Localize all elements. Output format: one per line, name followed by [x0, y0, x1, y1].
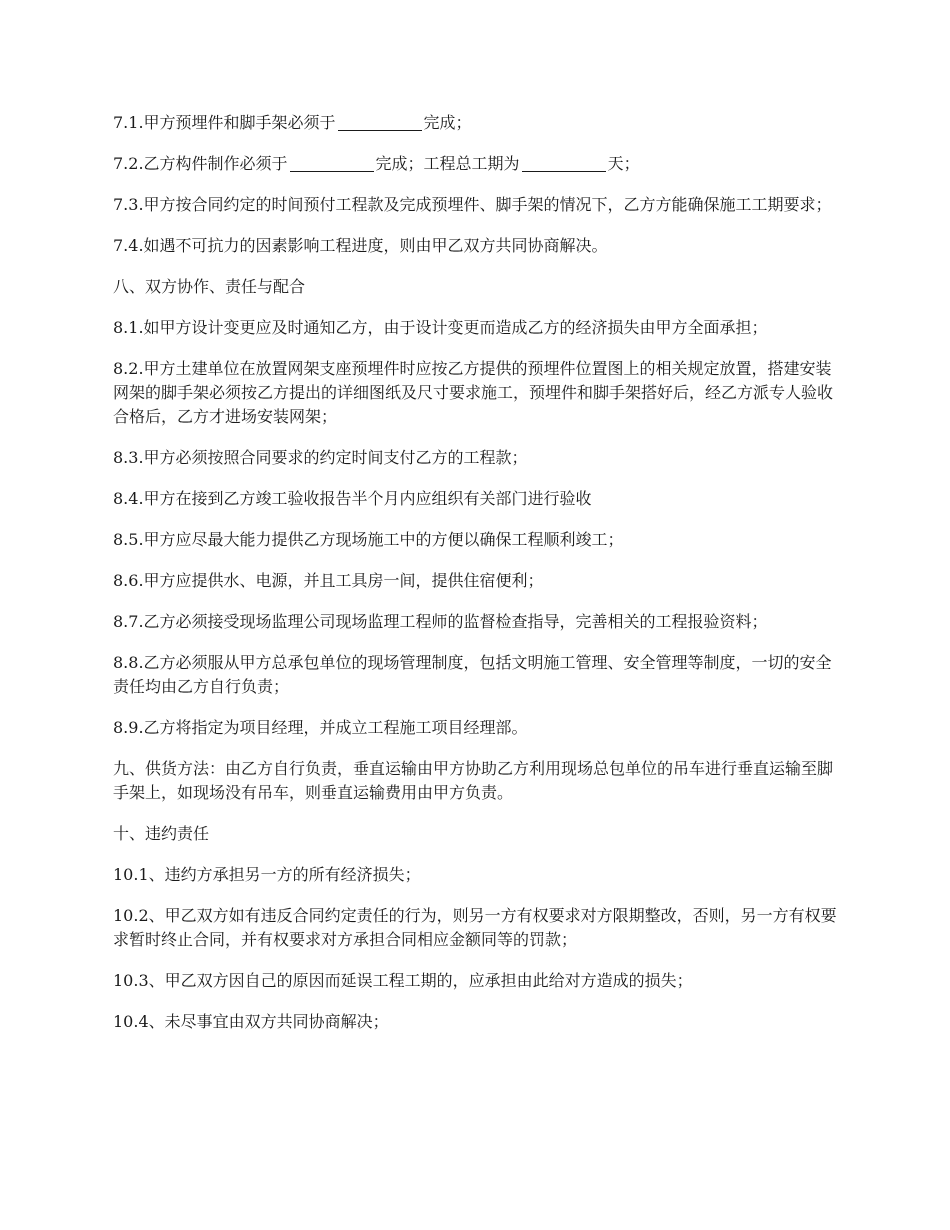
clause-10-3: 10.3、甲乙双方因自己的原因而延误工程工期的，应承担由此给对方造成的损失；: [113, 971, 693, 990]
clause-7-3: 7.3.甲方按合同约定的时间预付工程款及完成预埋件、脚手架的情况下，乙方方能确保施工工期要求；: [113, 195, 832, 214]
clause-10-4: 10.4、未尽事宜由双方共同协商解决；: [113, 1012, 389, 1031]
clause-8-9: 8.9.乙方将指定为项目经理，并成立工程施工项目经理部。: [113, 718, 528, 737]
clause-8-4: 8.4.甲方在接到乙方竣工验收报告半个月内应组织有关部门进行验收: [113, 489, 592, 508]
clause-10-1: 10.1、违约方承担另一方的所有经济损失；: [113, 865, 421, 884]
clause-7-1: 7.1.甲方预埋件和脚手架必须于 完成；: [113, 113, 472, 132]
document-body: [113, 111, 843, 1051]
section-heading-8: 八、双方协作、责任与配合: [113, 277, 306, 296]
clause-8-3: 8.3.甲方必须按照合同要求的约定时间支付乙方的工程款；: [113, 448, 528, 467]
clause-7-2: 7.2.乙方构件制作必须于 完成；工程总工期为 天；: [113, 154, 640, 173]
clause-8-1: 8.1.如甲方设计变更应及时通知乙方，由于设计变更而造成乙方的经济损失由甲方全面承担；: [113, 318, 768, 337]
clause-8-8: 8.8.乙方必须服从甲方总承包单位的现场管理制度，包括文明施工管理、安全管理等制度，一切的安全责任均由乙方自行负责；: [113, 653, 832, 696]
fill-in-blank: [338, 114, 422, 131]
clause-8-5: 8.5.甲方应尽最大能力提供乙方现场施工中的方便以确保工程顺利竣工；: [113, 530, 624, 549]
section-heading-10: 十、违约责任: [113, 824, 210, 843]
clause-8-2: 8.2.甲方土建单位在放置网架支座预埋件时应按乙方提供的预埋件位置图上的相关规定放置，搭建安装网架的脚手架必须按乙方提出的详细图纸及尺寸要求施工，预埋件和脚手架搭好后，经乙方派专人验收合格后，乙方才进场安装网架；: [113, 359, 834, 426]
clause-10-2: 10.2、甲乙双方如有违反合同约定责任的行为，则另一方有权要求对方限期整改，否则，另一方有权要求暂时终止合同，并有权要求对方承担合同相应金额同等的罚款；: [113, 906, 837, 949]
clause-8-6: 8.6.甲方应提供水、电源，并且工具房一间，提供住宿便利；: [113, 571, 544, 590]
clause-7-4: 7.4.如遇不可抗力的因素影响工程进度，则由甲乙双方共同协商解决。: [113, 236, 608, 255]
clause-8-7: 8.7.乙方必须接受现场监理公司现场监理工程师的监督检查指导，完善相关的工程报验资料；: [113, 612, 768, 631]
section-heading-9: 九、供货方法：由乙方自行负责，垂直运输由甲方协助乙方利用现场总包单位的吊车进行垂直运输至脚手架上，如现场没有吊车，则垂直运输费用由甲方负责。: [113, 759, 834, 802]
fill-in-blank: [522, 155, 606, 172]
fill-in-blank: [290, 155, 374, 172]
